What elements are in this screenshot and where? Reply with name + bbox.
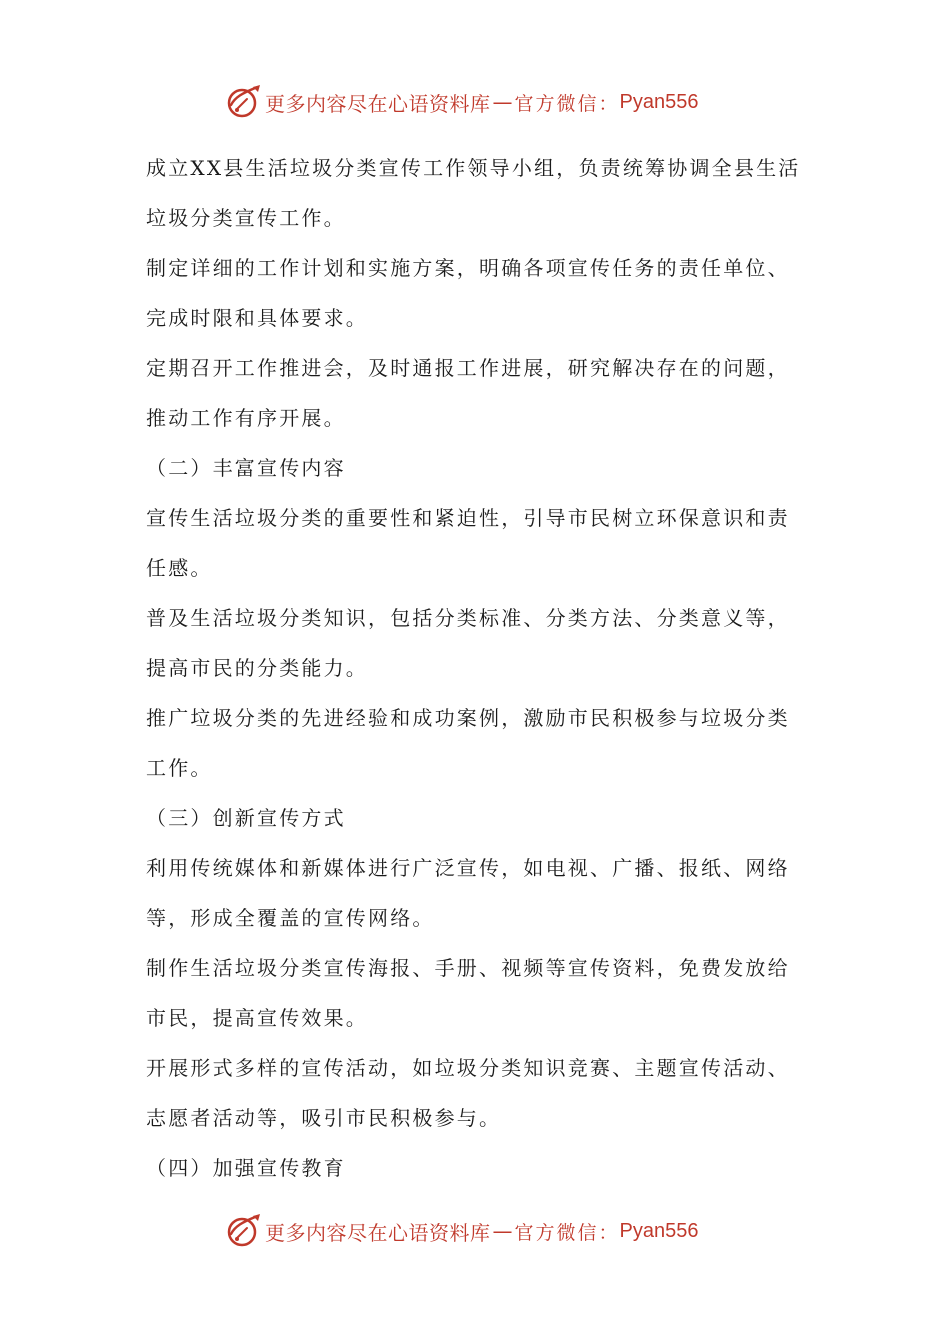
body-line: 开展形式多样的宣传活动，如垃圾分类知识竞赛、主题宣传活动、 [146, 1056, 790, 1080]
body-line: 完成时限和具体要求。 [146, 306, 368, 330]
body-line: 制定详细的工作计划和实施方案，明确各项宣传任务的责任单位、 [146, 256, 790, 280]
body-line: 垃圾分类宣传工作。 [146, 206, 346, 230]
body-line: 成立XX县生活垃圾分类宣传工作领导小组，负责统筹协调全县生活 [146, 156, 801, 180]
body-line: 推动工作有序开展。 [146, 406, 346, 430]
body-line: 市民，提高宣传效果。 [146, 1006, 368, 1030]
pen-logo-icon [225, 1212, 263, 1250]
pen-logo-icon [225, 83, 263, 121]
body-line: 提高市民的分类能力。 [146, 656, 368, 680]
body-line: 工作。 [146, 756, 213, 780]
body-line: 志愿者活动等，吸引市民积极参与。 [146, 1106, 502, 1130]
body-line: 普及生活垃圾分类知识，包括分类标准、分类方法、分类意义等， [146, 606, 790, 630]
body-line: 定期召开工作推进会，及时通报工作进展，研究解决存在的问题， [146, 356, 790, 380]
section-heading: （四）加强宣传教育 [146, 1156, 346, 1180]
footer-banner [225, 1211, 698, 1251]
header-banner-sub: 官方微信： [514, 92, 620, 115]
section-heading: （二）丰富宣传内容 [146, 456, 346, 480]
body-line: 推广垃圾分类的先进经验和成功案例，激励市民积极参与垃圾分类 [146, 706, 790, 730]
header-banner-id: Pyan556 [619, 90, 699, 113]
footer-banner-id: Pyan556 [619, 1219, 699, 1242]
header-banner [225, 82, 698, 122]
section-heading: （三）创新宣传方式 [146, 806, 346, 830]
body-line: 等，形成全覆盖的宣传网络。 [146, 906, 435, 930]
footer-banner-main: 更多内容尽在心语资料库 [265, 1220, 491, 1245]
header-banner-dash: — [492, 90, 513, 114]
body-line: 宣传生活垃圾分类的重要性和紧迫性，引导市民树立环保意识和责 [146, 506, 790, 530]
header-banner-main: 更多内容尽在心语资料库 [265, 91, 491, 116]
document-body [146, 143, 811, 1193]
footer-banner-sub: 官方微信： [514, 1221, 620, 1244]
body-line: 任感。 [146, 556, 213, 580]
body-line: 利用传统媒体和新媒体进行广泛宣传，如电视、广播、报纸、网络 [146, 856, 790, 880]
body-line: 制作生活垃圾分类宣传海报、手册、视频等宣传资料，免费发放给 [146, 956, 790, 980]
footer-banner-dash: — [492, 1219, 513, 1243]
